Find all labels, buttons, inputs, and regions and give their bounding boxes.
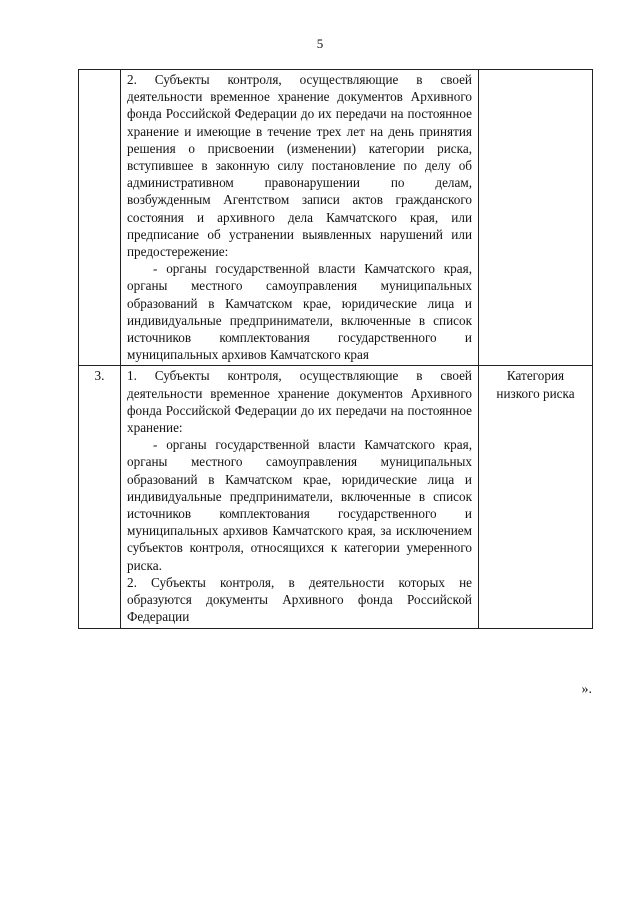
table-row [79, 70, 593, 366]
description-paragraph: 1. Субъекты контроля, осуществляющие в своей деятельности временное хранение документов Архивного фонда Российской Федерации до их передачи на постоянное хранение: [127, 368, 472, 436]
row-number-cell [79, 70, 121, 366]
risk-category-table [78, 69, 593, 629]
row-description-cell [121, 366, 479, 628]
table-row [79, 366, 593, 628]
closing-quote-mark: ». [581, 682, 592, 697]
row-description-cell [121, 70, 479, 366]
page-number: 5 [316, 36, 324, 51]
description-paragraph: 2. Субъекты контроля, осуществляющие в своей деятельности временное хранение документов Архивного фонда Российской Федерации до их передачи на постоянное хранение и имеющие в течение трех лет на день принятия решения о присвоении (изменении) категории риска, вступившее в законную силу постановление по делу об административном правонарушении по делам, возбужденным Агентством записи актов гражданского состояния и архивного дела Камчатского края, или предписание об устранении выявленных нарушений или предостережение: [127, 72, 472, 260]
description-paragraph: - органы государственной власти Камчатского края, органы местного самоуправления муниципальных образований в Камчатском крае, юридические лица и индивидуальные предприниматели, включенные в список источников комплектования государственного и муниципальных архивов Камчатского края [127, 261, 472, 363]
row-category-cell [479, 70, 593, 366]
row-category-cell: Категория низкого риска [479, 366, 593, 628]
description-paragraph: - органы государственной власти Камчатского края, органы местного самоуправления муниципальных образований в Камчатском крае, юридические лица и индивидуальные предприниматели, включенные в список источников комплектования государственного и муниципальных архивов Камчатского края, за исключением субъектов контроля, относящихся к категории умеренного риска. [127, 437, 472, 573]
description-paragraph: 2. Субъекты контроля, в деятельности которых не образуются документы Архивного фонда Российской Федерации [127, 574, 472, 625]
row-number-cell: 3. [79, 366, 121, 628]
